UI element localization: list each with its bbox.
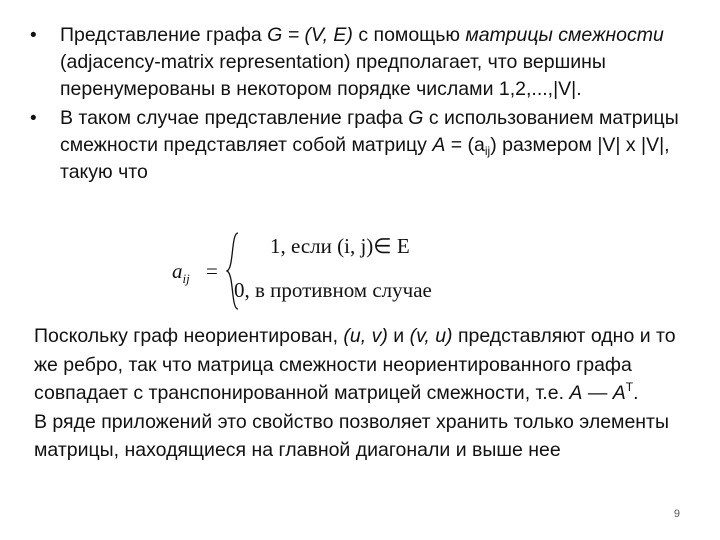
bullet-marker: • <box>30 25 37 46</box>
bullet-marker: • <box>30 108 37 129</box>
transpose-superscript: T <box>625 380 634 394</box>
paragraph-text: представляют одно и то же ребро, так что матрица смежности неориентированного графа совпадает с транспонированной матрицей смежности, т.е. <box>34 325 676 404</box>
matrix-symbol: A <box>612 382 626 404</box>
matrix-symbol: A <box>569 382 583 404</box>
bullet-1-text: (adjacency-matrix representation) предполагает, что вершины перенумерованы в некотором порядке числами 1,2,...,|V|. <box>60 51 606 100</box>
adjacency-formula <box>168 232 488 310</box>
paragraph-text: — <box>582 382 613 404</box>
paragraph-text: Поскольку граф неориентирован, <box>34 325 344 347</box>
bullet-1-text: Представление графа <box>60 24 268 46</box>
formula-lhs <box>172 259 190 287</box>
graph-notation: G = (V, E) <box>267 24 353 46</box>
subscript: ij <box>484 144 491 158</box>
bullet-1-text: с помощью <box>352 24 466 46</box>
bullet-item-1 <box>30 22 690 103</box>
edge-notation: (u, v) <box>343 325 388 347</box>
formula-equals: = <box>206 259 218 283</box>
paragraph-text: и <box>387 325 410 347</box>
bullet-item-2 <box>30 105 690 186</box>
formula-case-1: 1, если (i, j)∈ E <box>270 234 410 258</box>
formula-case-2: 0, в противном случае <box>234 278 432 302</box>
graph-symbol: G <box>408 107 424 129</box>
edge-notation: (v, u) <box>409 325 453 347</box>
paragraph-2: В ряде приложений это свойство позволяет хранить только элементы матрицы, находящиеся на главной диагонали и выше нее <box>34 410 670 461</box>
term-adjacency-matrix: матрицы смежности <box>465 24 664 46</box>
bullet-2-text: с использованием матрицы смежности представляет собой матрицу <box>60 107 679 156</box>
formula-lhs-symbol: a <box>172 259 183 283</box>
paragraph-1 <box>34 322 684 408</box>
formula-lhs-subscript: ij <box>182 271 190 286</box>
bullet-list <box>30 22 690 188</box>
matrix-symbol: A <box>432 134 446 156</box>
body-paragraph <box>34 322 684 465</box>
bullet-2-text: ) размером |V| x |V|, такую что <box>60 134 670 183</box>
paragraph-text: . <box>633 382 639 404</box>
page-number: 9 <box>673 508 680 520</box>
bullet-2-text: = (a <box>445 134 485 156</box>
bullet-2-text: В таком случае представление графа <box>60 107 409 129</box>
